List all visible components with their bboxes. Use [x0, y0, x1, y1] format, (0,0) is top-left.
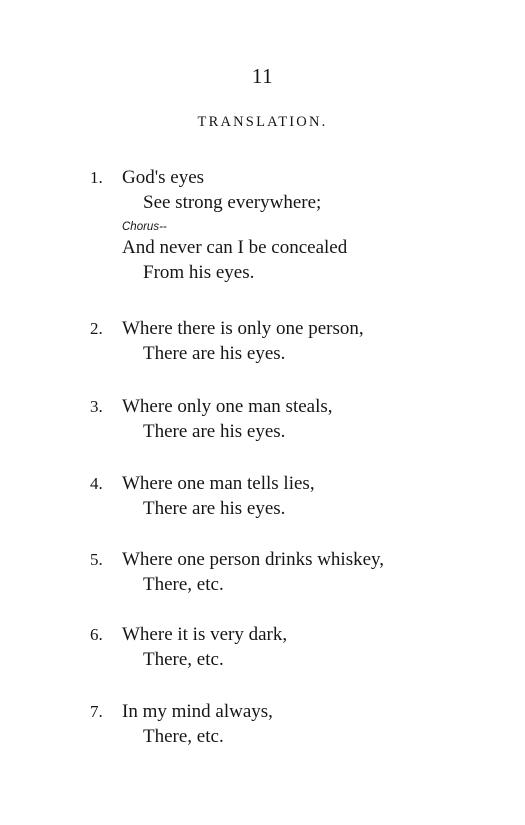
verse-line: There are his eyes.	[143, 498, 286, 519]
verse-line: There, etc.	[143, 726, 224, 747]
verse-line: Where there is only one person,	[122, 318, 364, 339]
verse-line: Where only one man steals,	[122, 396, 333, 417]
verse-line: In my mind always,	[122, 701, 273, 722]
verse-line: There, etc.	[143, 574, 224, 595]
page-number: 11	[251, 64, 274, 88]
verse-number: 5.	[90, 550, 103, 569]
verse-line: Where one person drinks whiskey,	[122, 549, 385, 570]
verse-number: 1.	[90, 168, 103, 187]
verse-line: There are his eyes.	[143, 421, 286, 442]
verse-number: 3.	[90, 397, 103, 416]
verse-line: There are his eyes.	[143, 343, 286, 364]
verse-line: Where one man tells lies,	[122, 473, 315, 494]
verse-number: 6.	[90, 625, 103, 644]
verse-line: Where it is very dark,	[122, 624, 288, 645]
verse-line: And never can I be concealed	[122, 237, 348, 258]
verse-line: There, etc.	[143, 649, 224, 670]
verse-number: 4.	[90, 474, 103, 493]
verse-number: 2.	[90, 319, 103, 338]
chorus-label: Chorus--	[122, 221, 167, 233]
section-heading: TRANSLATION.	[197, 114, 328, 130]
verse-line: See strong everywhere;	[143, 192, 322, 213]
verse-line: God's eyes	[122, 167, 205, 188]
verse-line: From his eyes.	[143, 262, 255, 283]
verse-number: 7.	[90, 702, 103, 721]
